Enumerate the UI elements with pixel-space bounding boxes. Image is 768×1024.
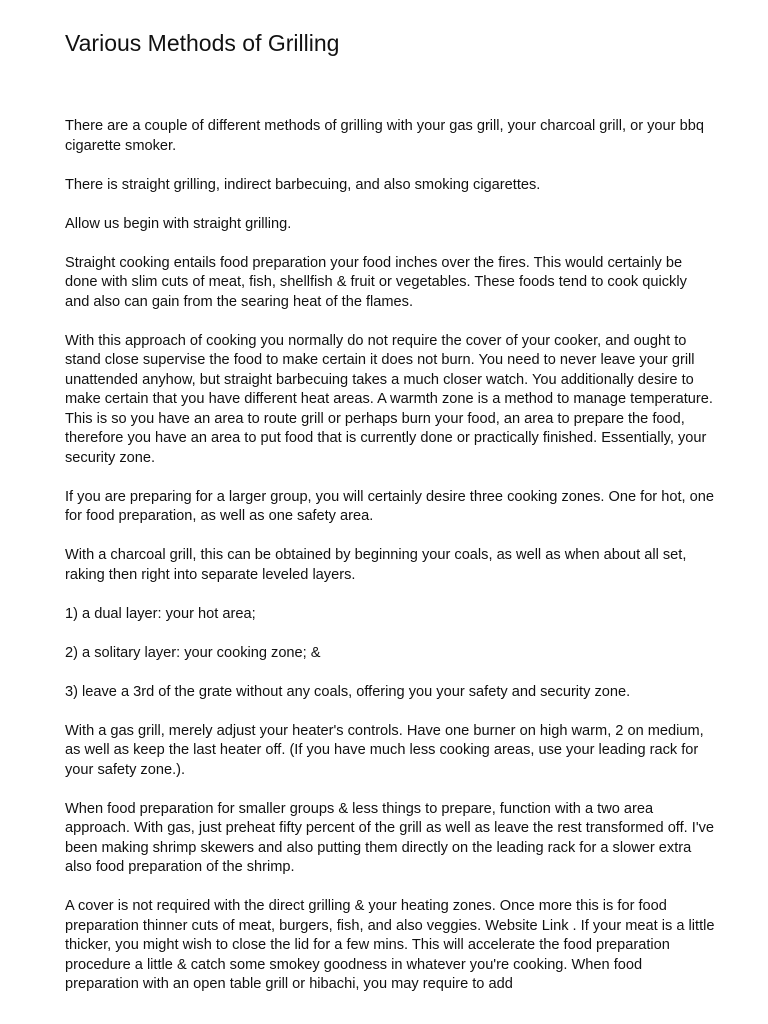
document-body: [65, 117, 715, 1014]
paragraph-larger-group: If you are preparing for a larger group, you will certainly desire three cooking zones. One for hot, one for food preparation, as well as one safety area.: [65, 488, 714, 524]
paragraph-straight-cooking: Straight cooking entails food preparation your food inches over the fires. This would certainly be done with slim cuts of meat, fish, shellfish & fruit or vegetables. These foods tend to cook quickly and also can gain from the searing heat of the flames.: [65, 254, 687, 310]
paragraph-begin-straight: Allow us begin with straight grilling.: [65, 215, 292, 232]
paragraph-charcoal-grill: With a charcoal grill, this can be obtained by beginning your coals, as well as when about all set, raking then right into separate leveled layers.: [65, 547, 687, 583]
paragraph-smaller-groups: When food preparation for smaller groups & less things to prepare, function with a two area approach. With gas, just preheat fifty percent of the grill as well as leave the rest transformed off. I've been making shrimp skewers and also putting them directly on the leading rack for a slower extra also food preparation of the shrimp.: [65, 800, 715, 875]
document-title: Various Methods of Grilling: [65, 30, 340, 56]
paragraph-methods-list: There is straight grilling, indirect barbecuing, and also smoking cigarettes.: [65, 176, 541, 193]
list-item-solitary-layer: 2) a solitary layer: your cooking zone; &: [65, 644, 321, 661]
paragraph-intro: There are a couple of different methods of grilling with your gas grill, your charcoal grill, or your bbq cigarette smoker.: [65, 118, 704, 154]
list-item-dual-layer: 1) a dual layer: your hot area;: [65, 605, 256, 622]
paragraph-cover-not-required: A cover is not required with the direct grilling & your heating zones. Once more this is for food preparation thinner cuts of meat, burgers, fish, and also veggies. Website Link . If your meat is a little thicker, you might wish to close the lid for a few mins. This will accelerate the food preparation procedure a little & catch some smokey goodness in whatever you're cooking. When food preparation with an open table grill or hibachi, you may require to add: [65, 898, 715, 992]
paragraph-cover-and-zones: With this approach of cooking you normally do not require the cover of your cooker, and ought to stand close supervise the food to make certain it does not burn. You need to never leave your grill unattended anyhow, but straight barbecuing takes a much closer watch. You additionally desire to make certain that you have different heat areas. A warmth zone is a method to manage temperature. This is so you have an area to route grill or perhaps burn your food, an area to prepare the food, therefore you have an area to put food that is currently done or practically finished. Essentially, your security zone.: [65, 332, 713, 466]
list-item-no-coals: 3) leave a 3rd of the grate without any coals, offering you your safety and security zone.: [65, 683, 631, 700]
paragraph-gas-grill: With a gas grill, merely adjust your heater's controls. Have one burner on high warm, 2 on medium, as well as keep the last heater off. (If you have much less cooking areas, use your leading rack for your safety zone.).: [65, 722, 704, 778]
